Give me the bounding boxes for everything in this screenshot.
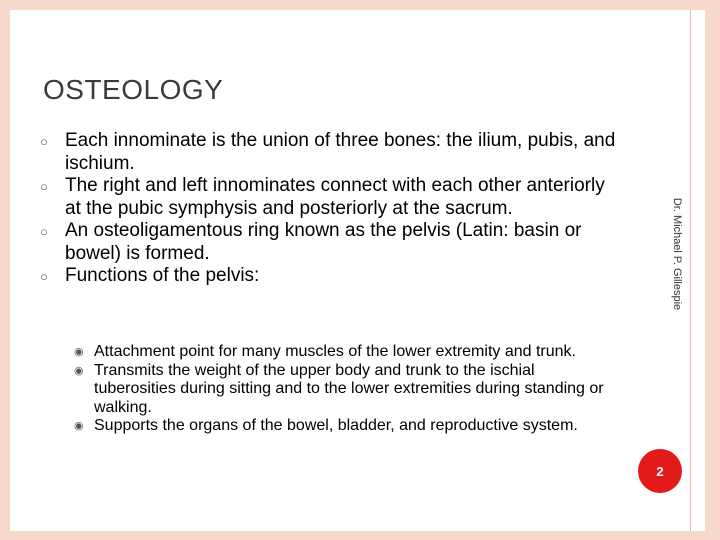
bullet-item [40, 265, 625, 288]
circle-bullet-icon: ○ [40, 269, 48, 284]
sub-bullet-item [74, 343, 614, 362]
decorative-border-top [0, 0, 720, 10]
bullet-text: Functions of the pelvis: [65, 265, 260, 286]
vertical-divider [690, 10, 691, 531]
sub-bullet-item [74, 362, 614, 418]
decorative-border-bottom [0, 531, 720, 540]
eye-bullet-icon: ◉ [74, 364, 84, 377]
circle-bullet-icon: ○ [40, 224, 48, 239]
sub-bullet-list [74, 343, 614, 436]
page-number: 2 [656, 463, 664, 479]
circle-bullet-icon: ○ [40, 134, 48, 149]
slide-title: OSTEOLOGY [43, 74, 224, 105]
bullet-item [40, 220, 625, 265]
decorative-border-left [0, 0, 10, 540]
eye-bullet-icon: ◉ [74, 420, 84, 432]
decorative-border-right [705, 0, 720, 540]
sub-bullet-text: Supports the organs of the bowel, bladder, and reproductive system. [94, 417, 578, 434]
sub-bullet-text: Transmits the weight of the upper body and trunk to the ischial tuberosities during sitting and to the lower extremities during standing or walking. [94, 361, 604, 416]
bullet-list [40, 130, 625, 288]
bullet-item [40, 175, 625, 220]
author-name: Dr. Michael P. Gillespie [671, 197, 683, 311]
sub-bullet-item [74, 417, 614, 436]
bullet-text: Each innominate is the union of three bones: the ilium, pubis, and ischium. [65, 130, 616, 174]
sub-bullet-text: Attachment point for many muscles of the lower extremity and trunk. [94, 343, 576, 360]
bullet-text: An osteoligamentous ring known as the pelvis (Latin: basin or bowel) is formed. [65, 220, 582, 264]
page-number-badge [638, 449, 682, 493]
eye-bullet-icon: ◉ [74, 346, 84, 358]
bullet-item [40, 130, 625, 175]
circle-bullet-icon: ○ [40, 179, 48, 194]
bullet-text: The right and left innominates connect with each other anteriorly at the pubic symphysis and posteriorly at the sacrum. [65, 175, 605, 219]
